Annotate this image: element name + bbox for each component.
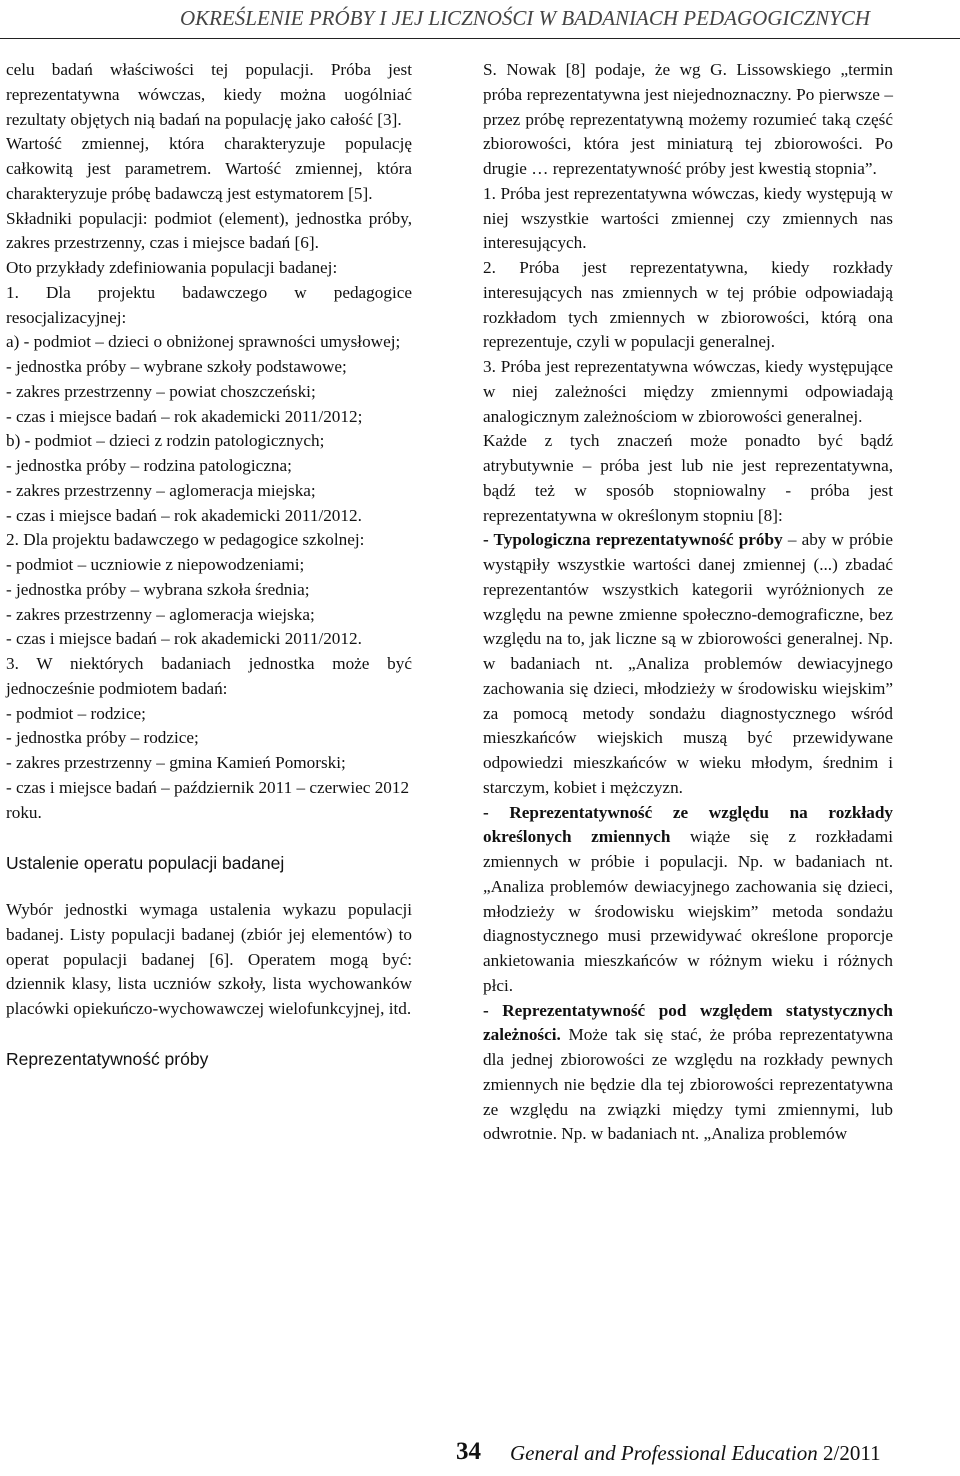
running-title: OKREŚLENIE PRÓBY I JEJ LICZNOŚCI W BADANIACH PEDAGOGICZNYCH [179, 6, 870, 30]
list-item: - czas i miejsce badań – rok akademicki 2011/2012. [6, 505, 362, 525]
list-item: - jednostka próby – wybrane szkoły podstawowe; [6, 357, 347, 376]
bold-term: - Reprezentatywność ze względu na rozkłady określonych zmiennych [483, 802, 893, 847]
left-column [6, 58, 412, 1072]
paragraph: Wybór jednostki wymaga ustalenia wykazu populacji badanej. Listy populacji badanej (zbiór jej elementów) to operat populacji badanej [6]. Operatem mogą być: dziennik klasy, lista uczniów szkoły, lista wychowanków placówki opiekuńczo-wychowawczej wielofunkcyjnej, itd. [6, 900, 412, 1018]
bold-term: - Reprezentatywność pod względem statystycznych zależności. [483, 1000, 893, 1045]
list-item: - podmiot – uczniowie z niepowodzeniami; [6, 555, 305, 574]
paragraph: 2. Próba jest reprezentatywna, kiedy rozkłady interesujących nas zmiennych w tej próbie odpowiadają rozkładom tych zmiennych w zbiorowości, którą ona reprezentuje, czyli w populacji generalnej. [483, 258, 893, 352]
paragraph: 3. W niektórych badaniach jednostka może być jednocześnie podmiotem badań: [6, 654, 412, 698]
page-header [0, 4, 960, 36]
list-item: - czas i miejsce badań – rok akademicki 2011/2012; [6, 406, 363, 426]
list-item: - zakres przestrzenny – powiat choszczeński; [6, 381, 316, 401]
paragraph-text: wiąże się z rozkładami zmiennych w próbie i populacji. Np. w badaniach nt. „Analiza problemów dewiacyjnego zachowania się dzieci, młodzieży w środowisku wiejskim” metoda sondażu diagnostycznego musi przewidywać określone proporcje ankietowania mieszkańców w różnym wieku i różnych płci. [483, 827, 893, 995]
journal-title [510, 1441, 881, 1466]
paragraph: Wartość zmiennej, która charakteryzuje populację całkowitą jest parametrem. Wartość zmiennej, która charakteryzuje próbę badawczą jest estymatorem [5]. [6, 134, 412, 203]
list-item: b) - podmiot – dzieci z rodzin patologicznych; [6, 431, 325, 451]
paragraph: 1. Próba jest reprezentatywna wówczas, kiedy występują w niej wszystkie wartości zmiennej czy zmiennych nas interesujących. [483, 183, 893, 253]
paragraph: Składniki populacji: podmiot (element), jednostka próby, zakres przestrzenny, czas i miejsce badań [6]. [6, 208, 412, 253]
section-heading-representativeness: Reprezentatywność próby [6, 1048, 209, 1069]
paragraph: 3. Próba jest reprezentatywna wówczas, kiedy występujące w niej zależności między zmiennymi odpowiadają analogicznym zależnościom w zbiorowości generalnej. [483, 357, 893, 426]
paragraph [483, 999, 893, 1148]
list-item: - czas i miejsce badań – październik 2011 – czerwiec 2012 roku. [6, 777, 410, 822]
journal-name: General and Professional Education [510, 1441, 818, 1465]
paragraph: 1. Dla projektu badawczego w pedagogice resocjalizacyjnej: [6, 282, 412, 327]
page-number: 34 [456, 1438, 481, 1465]
list-item: - zakres przestrzenny – gmina Kamień Pomorski; [6, 753, 346, 772]
list-item: - zakres przestrzenny – aglomeracja wiejska; [6, 604, 315, 624]
paragraph: Każde z tych znaczeń może ponadto być bądź atrybutywnie – próba jest lub nie jest reprezentatywna, bądź też w sposób stopniowalny - próba jest reprezentatywna w określonym stopniu [8]: [483, 431, 893, 525]
journal-issue: 2/2011 [817, 1441, 881, 1465]
list-item: - jednostka próby – rodzice; [6, 728, 199, 748]
paragraph: celu badań właściwości tej populacji. Próba jest reprezentatywna wówczas, kiedy można uogólniać rezultaty objętych nią badań na populację jako całość [3]. [6, 60, 412, 129]
list-item: - podmiot – rodzice; [6, 703, 146, 723]
list-item: a) - podmiot – dzieci o obniżonej sprawności umysłowej; [6, 332, 401, 352]
paragraph: S. Nowak [8] podaje, że wg G. Lissowskiego „termin próba reprezentatywna jest niejednoznaczny. Po pierwsze – przez próbę reprezentatywną możemy rozumieć taką część zbiorowości, która jest miniaturą tej zbiorowości. Po drugie … reprezentatywność próby jest kwestią stopnia”. [483, 60, 893, 178]
section-heading-operat: Ustalenie operatu populacji badanej [6, 853, 285, 874]
list-item: - zakres przestrzenny – aglomeracja miejska; [6, 480, 316, 500]
paragraph: Oto przykłady zdefiniowania populacji badanej: [6, 258, 338, 277]
paragraph-text: Może tak się stać, że próba reprezentatywna dla jednej zbiorowości ze względu na rozkłady pewnych zmiennych nie będzie dla tej zbiorowości reprezentatywna ze względu na związki między tymi zmiennymi, lub odwrotnie. Np. w badaniach nt. „Analiza problemów [483, 1025, 893, 1144]
right-column [483, 58, 893, 1147]
bold-term: - Typologiczna reprezentatywność próby [483, 530, 783, 550]
paragraph [483, 528, 893, 800]
page-footer [0, 1432, 960, 1472]
list-item: - jednostka próby – rodzina patologiczna; [6, 456, 292, 475]
list-item: - jednostka próby – wybrana szkoła średnia; [6, 579, 310, 599]
header-divider [0, 38, 960, 39]
paragraph: 2. Dla projektu badawczego w pedagogice szkolnej: [6, 530, 365, 550]
paragraph [483, 801, 893, 999]
list-item: - czas i miejsce badań – rok akademicki 2011/2012. [6, 629, 362, 649]
paragraph-text: – aby w próbie wystąpiły wszystkie wartości danej zmiennej (...) zbadać reprezentantów wszystkich kategorii wyróżnionych ze względu na pewne zmienne społeczno-demograficzne, bez względu na to, jak liczne są w zbiorowości generalnej. Np. w badaniach nt. „Analiza problemów dewiacyjnego zachowania się dzieci, młodzieży w środowisku wiejskim” za pomocą metody sondażu diagnostycznego wśród mieszkańców wiejskich muszą być przewidywane odpowiedzi mieszkańców w wieku młodym, średnim i starczym, kobiet i mężczyzn. [483, 530, 894, 797]
